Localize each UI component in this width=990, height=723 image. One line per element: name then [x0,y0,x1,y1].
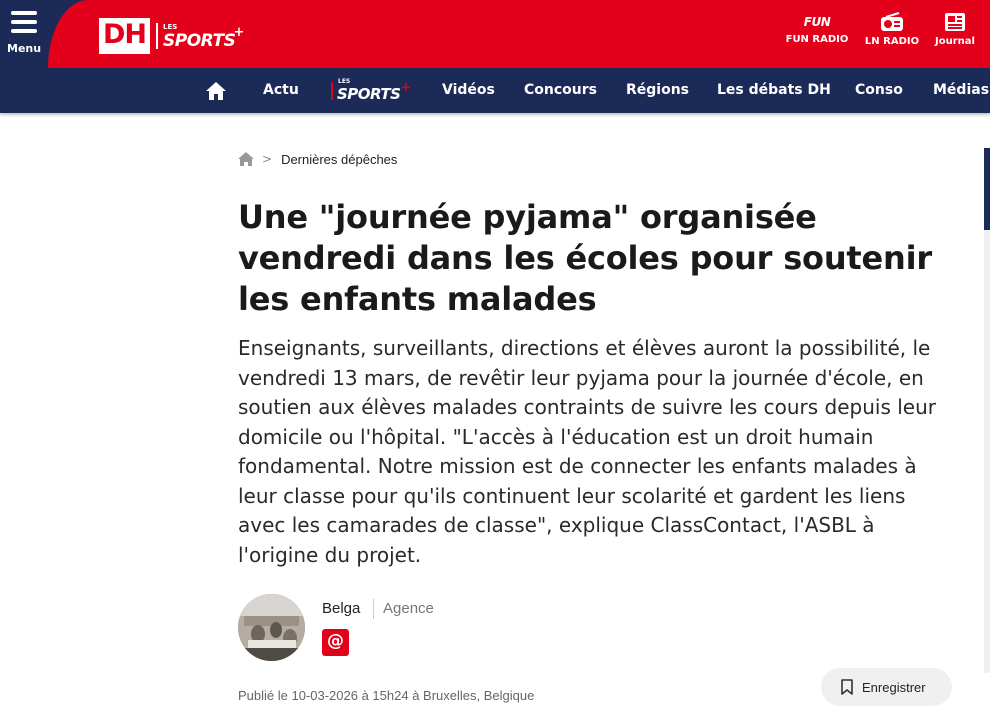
author-photo-image [238,594,305,661]
publish-info: Publié le 10-03-2026 à 15h24 à Bruxelles, Belgique [238,688,535,703]
menu-button[interactable] [0,0,48,64]
save-article-button[interactable] [821,668,952,706]
ln-radio-link[interactable]: LN RADIO [863,12,921,47]
site-logo[interactable] [99,17,245,55]
author-role: Agence [383,600,434,617]
side-panel-edge [984,148,990,230]
fun-radio-logo: FUN [803,15,831,29]
nav-item-concours[interactable]: Concours [524,82,597,98]
nav-item-les-debats-dh[interactable]: Les débats DH [717,82,831,98]
home-icon[interactable] [205,81,227,101]
radio-icon [880,12,904,32]
email-icon[interactable]: @ [322,629,349,656]
article-lead: Enseignants, surveillants, directions et élèves auront la possibilité, le vendredi 13 mars, de revêtir leur pyjama pour la journée d'école, en soutien aux élèves malades contraints de suivre les cours depuis leur domicile ou l'hôpital. "L'accès à l'éducation est un droit humain fondamental. Notre mission est de connecter les enfants malades à leur classe pour qu'ils continuent leur scolarité et gardent les liens avec les camarades de classe", explique ClassContact, l'ASBL à l'origine du projet. [238,336,936,567]
home-icon[interactable] [238,152,254,166]
journal-link[interactable]: Journal [932,12,978,47]
nav-item-videos[interactable]: Vidéos [442,82,495,98]
breadcrumb-link-latest[interactable]: Dernières dépêches [281,151,398,167]
bookmark-icon [841,679,853,695]
nav-item-conso[interactable]: Conso [855,82,903,98]
author-divider [373,599,374,619]
breadcrumb [238,150,397,168]
logo-dh: DH [99,18,150,54]
logo-les-sports: LES SPORTS + [163,22,245,51]
nav-item-actu[interactable]: Actu [263,82,299,98]
nav-item-medias[interactable]: Médias [933,82,990,98]
fun-radio-link[interactable]: FUN FUN RADIO [785,12,849,45]
menu-label: Menu [7,42,42,55]
side-panel-background [984,230,990,673]
main-nav: Actu LES SPORTS + Vidéos Concours Régions Les débats DH Conso Médias [0,68,990,113]
article-title: Une "journée pyjama" organisée vendredi dans les écoles pour soutenir les enfants malades [238,198,932,318]
author-avatar[interactable] [238,594,305,661]
top-header [0,0,990,68]
menu-icon [11,11,37,38]
author-name[interactable]: Belga [322,600,361,617]
nav-item-regions[interactable]: Régions [626,82,690,98]
chevron-right-icon: > [262,152,273,166]
newspaper-icon [944,12,966,32]
save-label: Enregistrer [862,679,926,695]
